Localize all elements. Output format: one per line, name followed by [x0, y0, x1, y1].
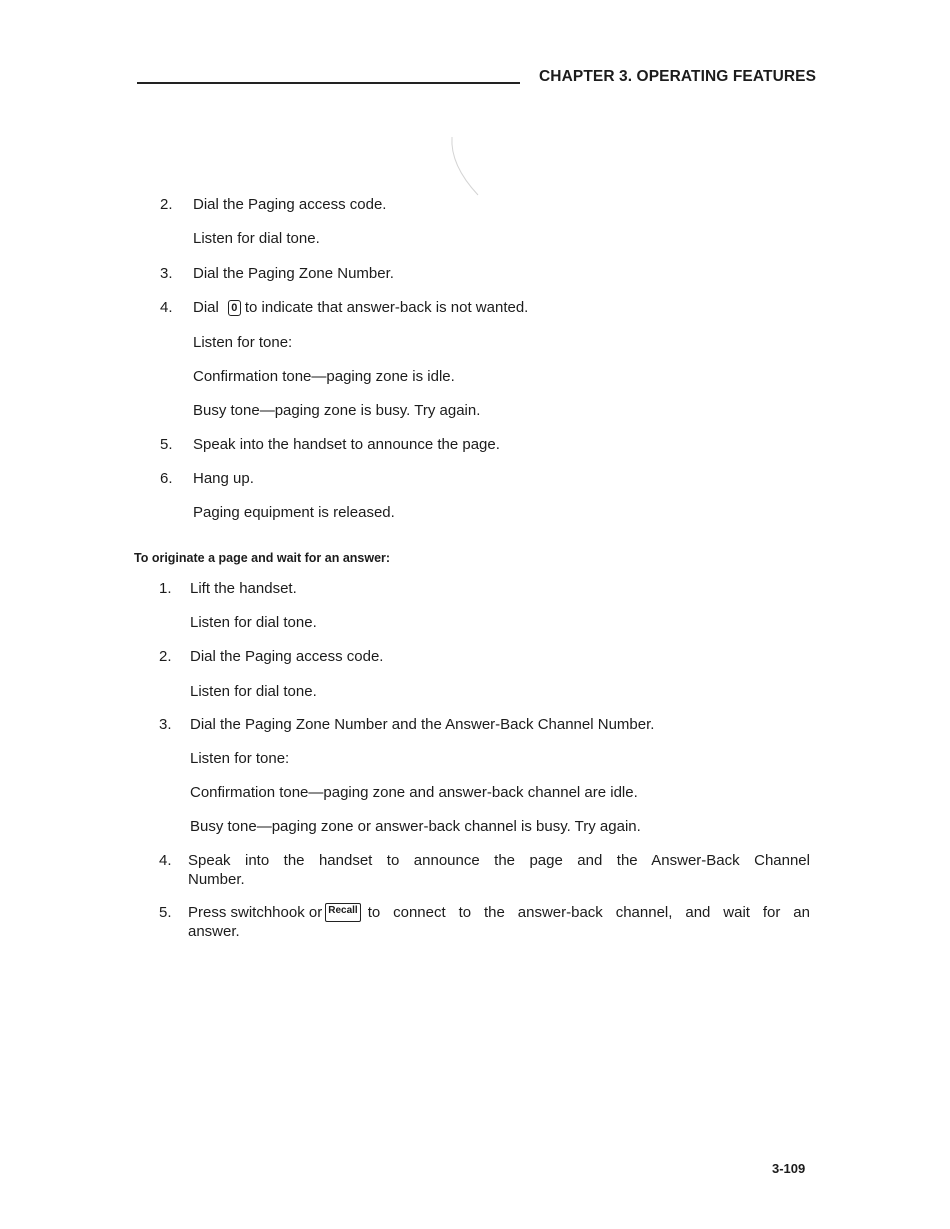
step-text-pre: Press switchhook or [188, 904, 323, 921]
step-text-pre: Dial [193, 299, 219, 316]
step-text-line-1 [188, 903, 810, 922]
section-heading: To originate a page and wait for an answer: [134, 551, 391, 565]
step-note: Listen for tone: [190, 750, 290, 767]
step-number: 5. [159, 904, 172, 921]
zero-key-icon: 0 [228, 300, 241, 316]
recall-key-icon: Recall [325, 903, 360, 922]
step-text: Dial the Paging access code. [193, 196, 387, 213]
header-rule [137, 82, 520, 84]
scan-artifact-curve [448, 135, 488, 200]
step-note: Paging equipment is released. [193, 504, 395, 521]
step-note: Listen for dial tone. [193, 230, 320, 247]
chapter-title: CHAPTER 3. OPERATING FEATURES [539, 68, 817, 85]
step-text-post: to indicate that answer-back is not wanted. [244, 299, 529, 316]
step-number: 3. [160, 265, 173, 282]
step-note: Confirmation tone—paging zone is idle. [193, 368, 455, 385]
step-text: Dial the Paging Zone Number and the Answer-Back Channel Number. [190, 716, 655, 733]
step-number: 4. [159, 852, 172, 869]
step-number: 2. [160, 196, 173, 213]
step-text: Speak into the handset to announce the page. [193, 436, 500, 453]
step-note: Confirmation tone—paging zone and answer-back channel are idle. [190, 784, 638, 801]
step-note: Listen for dial tone. [190, 614, 317, 631]
step-note: Busy tone—paging zone is busy. Try again. [193, 402, 481, 419]
step-text: Lift the handset. [190, 580, 297, 597]
step-number: 3. [159, 716, 172, 733]
step-note: Busy tone—paging zone or answer-back channel is busy. Try again. [190, 818, 641, 835]
step-number: 1. [159, 580, 172, 597]
step-number: 5. [160, 436, 173, 453]
step-note: Listen for tone: [193, 334, 293, 351]
step-note: Listen for dial tone. [190, 683, 317, 700]
step-number: 4. [160, 299, 173, 316]
step-text [193, 298, 528, 317]
step-text-line-1: Speak into the handset to announce the page and the Answer-Back Channel [188, 852, 810, 869]
page-number: 3-109 [772, 1161, 806, 1176]
step-number: 6. [160, 470, 173, 487]
step-text-line-2: answer. [188, 923, 240, 940]
step-text: Dial the Paging Zone Number. [193, 265, 394, 282]
step-text-post: to connect to the answer-back channel, and wait for an [367, 904, 810, 921]
step-text: Dial the Paging access code. [190, 648, 384, 665]
step-text-line-2: Number. [188, 871, 245, 888]
step-number: 2. [159, 648, 172, 665]
step-text: Hang up. [193, 470, 254, 487]
